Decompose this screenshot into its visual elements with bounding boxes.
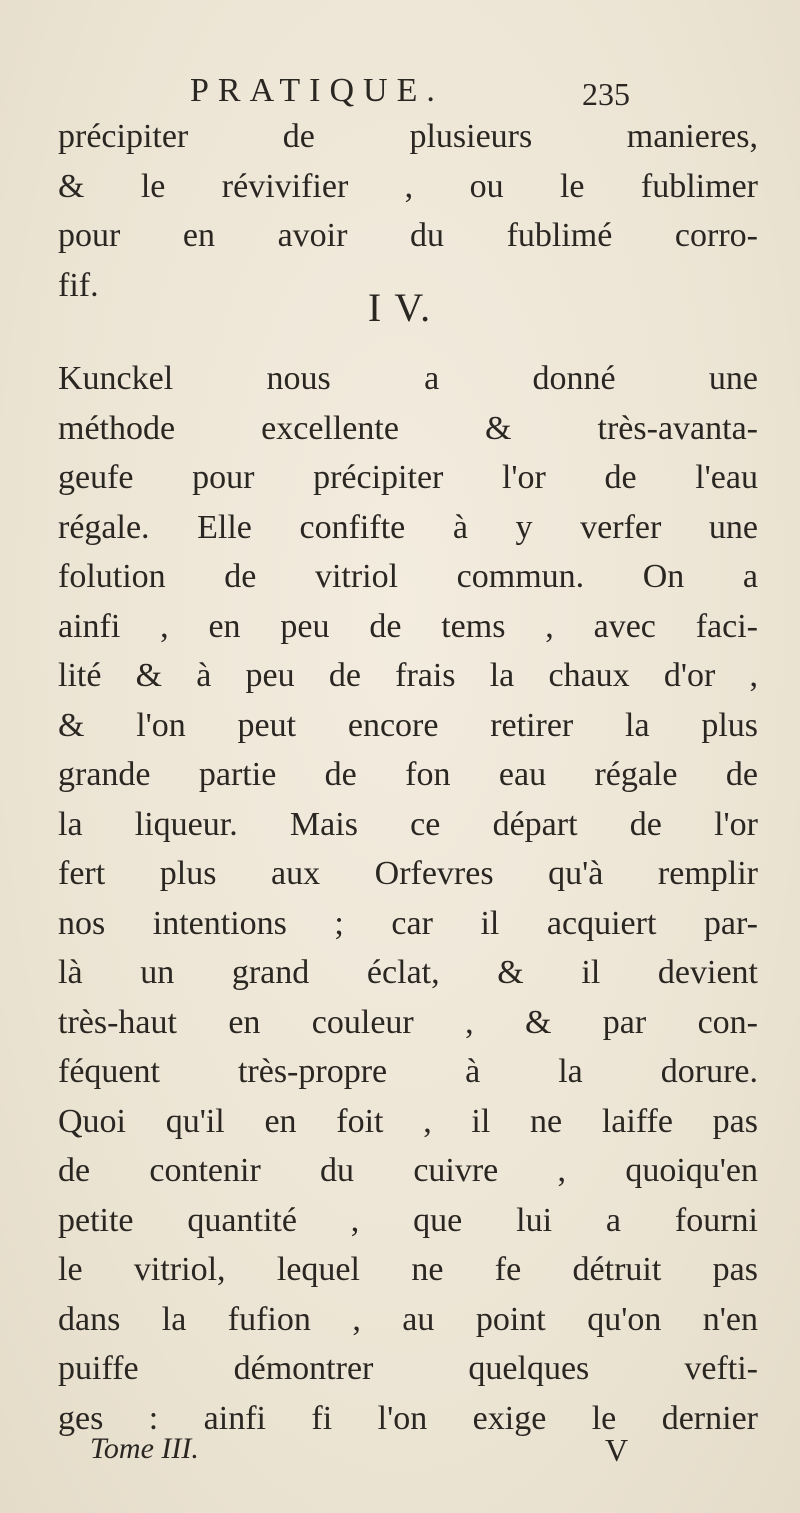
text-line: nos intentions ; car il acquiert par-: [58, 904, 758, 942]
text-line: féquent très-propre à la dorure.: [58, 1053, 758, 1090]
text-line: & l'on peut encore retirer la plus: [58, 706, 758, 744]
text-line: folution de vitriol commun. On a: [58, 558, 758, 595]
signature-mark: V: [605, 1432, 629, 1468]
text-line: grande partie de fon eau régale de: [58, 756, 758, 793]
text-line: Kunckel nous a donné une: [58, 360, 758, 397]
section-heading: I V.: [367, 285, 433, 330]
text-line: pour en avoir du fublimé corro-: [58, 217, 758, 254]
text-line: très-haut en couleur , & par con-: [58, 1003, 758, 1041]
text-line: lité & à peu de frais la chaux d'or ,: [58, 657, 758, 694]
text-line: précipiter de plusieurs manieres,: [58, 118, 758, 155]
page-footer: [90, 1432, 690, 1482]
text-line: la liqueur. Mais ce départ de l'or: [58, 805, 758, 843]
main-paragraph: [58, 354, 758, 1443]
text-line: le vitriol, lequel ne fe détruit pas: [58, 1251, 758, 1288]
text-line: & le révivifier , ou le fublimer: [58, 167, 758, 205]
volume-label: Tome III.: [90, 1432, 199, 1465]
text-line: méthode excellente & très-avanta-: [58, 409, 758, 447]
page-number: 235: [582, 76, 630, 112]
continuation-paragraph: [58, 112, 758, 310]
text-line: fert plus aux Orfevres qu'à remplir: [58, 855, 758, 892]
text-line: puiffe démontrer quelques vefti-: [58, 1350, 758, 1387]
text-line: ges : ainfi fi l'on exige le dernier: [58, 1399, 758, 1437]
text-line: fif.: [58, 266, 99, 304]
text-line: Quoi qu'il en foit , il ne laiffe pas: [58, 1102, 758, 1140]
text-line: ainfi , en peu de tems , avec faci-: [58, 607, 758, 645]
text-line: geufe pour précipiter l'or de l'eau: [58, 459, 758, 496]
text-line: de contenir du cuivre , quoiqu'en: [58, 1152, 758, 1189]
text-line: petite quantité , que lui a fourni: [58, 1201, 758, 1239]
text-line: dans la fufion , au point qu'on n'en: [58, 1300, 758, 1338]
running-title: PRATIQUE.: [190, 72, 444, 109]
text-line: là un grand éclat, & il devient: [58, 954, 758, 991]
text-line: régale. Elle confifte à y verfer une: [58, 508, 758, 546]
